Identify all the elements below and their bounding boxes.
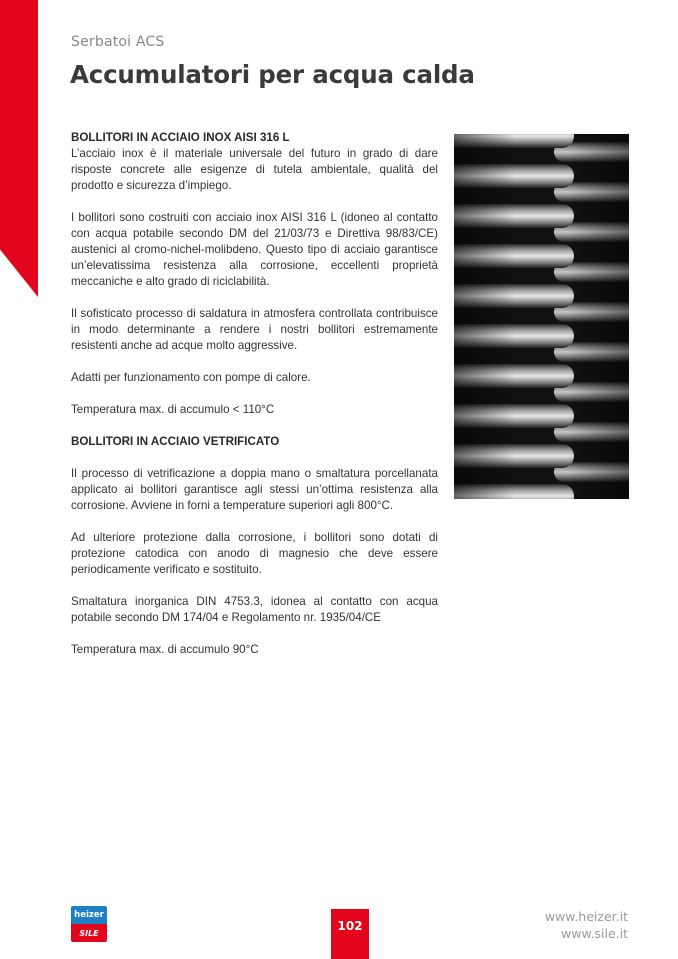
paragraph: Adatti per funzionamento con pompe di calore. (71, 371, 311, 384)
red-corner-tab (0, 0, 38, 297)
paragraph: L’acciaio inox è il materiale universale del futuro in grado di dare risposte concrete alle esigenze di tutela ambientale, qualità del prodotto e sicurezza d’impiego. (71, 147, 438, 192)
paragraph: Ad ulteriore protezione dalla corrosione, i bollitori sono dotati di protezione catodica con anodo di magnesio che deve essere periodicamente verificato e sostituito. (71, 531, 438, 576)
url-sile[interactable]: www.sile.it (561, 926, 628, 941)
heading-inox: BOLLITORI IN ACCIAIO INOX AISI 316 L (71, 131, 290, 144)
section-kicker: Serbatoi ACS (71, 34, 165, 50)
footer-urls (545, 908, 628, 942)
paragraph: Temperatura max. di accumulo < 110°C (71, 403, 275, 416)
page-title: Accumulatori per acqua calda (70, 60, 475, 89)
paragraph: Il sofisticato processo di saldatura in atmosfera controllata contribuisce in modo determinante a rendere i nostri bollitori estremamente resistenti anche ad acque molto aggressive. (71, 307, 438, 352)
coil-illustration (454, 134, 629, 499)
paragraph: I bollitori sono costruiti con acciaio inox AISI 316 L (idoneo al contatto con acqua potabile secondo DM del 21/03/73 e Direttiva 98/83/CE) austenici al cromo-nichel-molibdeno. Questo tipo di acciaio garantisce un’elevatissima resistenza alla corrosione, eccellenti proprietà meccaniche e alto grado di riciclabilità. (71, 211, 438, 288)
paragraph: Il processo di vetrificazione a doppia mano o smaltatura porcellanata applicato ai bollitori garantisce agli stessi un’ottima resistenza alla corrosione. Avviene in forni a temperature superiori agli 800°C. (71, 467, 438, 512)
url-heizer[interactable]: www.heizer.it (544, 909, 628, 924)
paragraph: Smaltatura inorganica DIN 4753.3, idonea al contatto con acqua potabile secondo DM 174/04 e Regolamento nr. 1935/04/CE (71, 595, 438, 624)
body-text (71, 130, 438, 674)
sile-logo-text: SILE (71, 924, 107, 942)
page-number: 102 (331, 909, 369, 959)
heading-vetrificato: BOLLITORI IN ACCIAIO VETRIFICATO (71, 435, 280, 448)
heizer-sile-logo (71, 906, 107, 942)
steel-coil-photo (454, 134, 629, 499)
paragraph: Temperatura max. di accumulo 90°C (71, 643, 259, 656)
heizer-logo-text: heizer (71, 906, 107, 924)
